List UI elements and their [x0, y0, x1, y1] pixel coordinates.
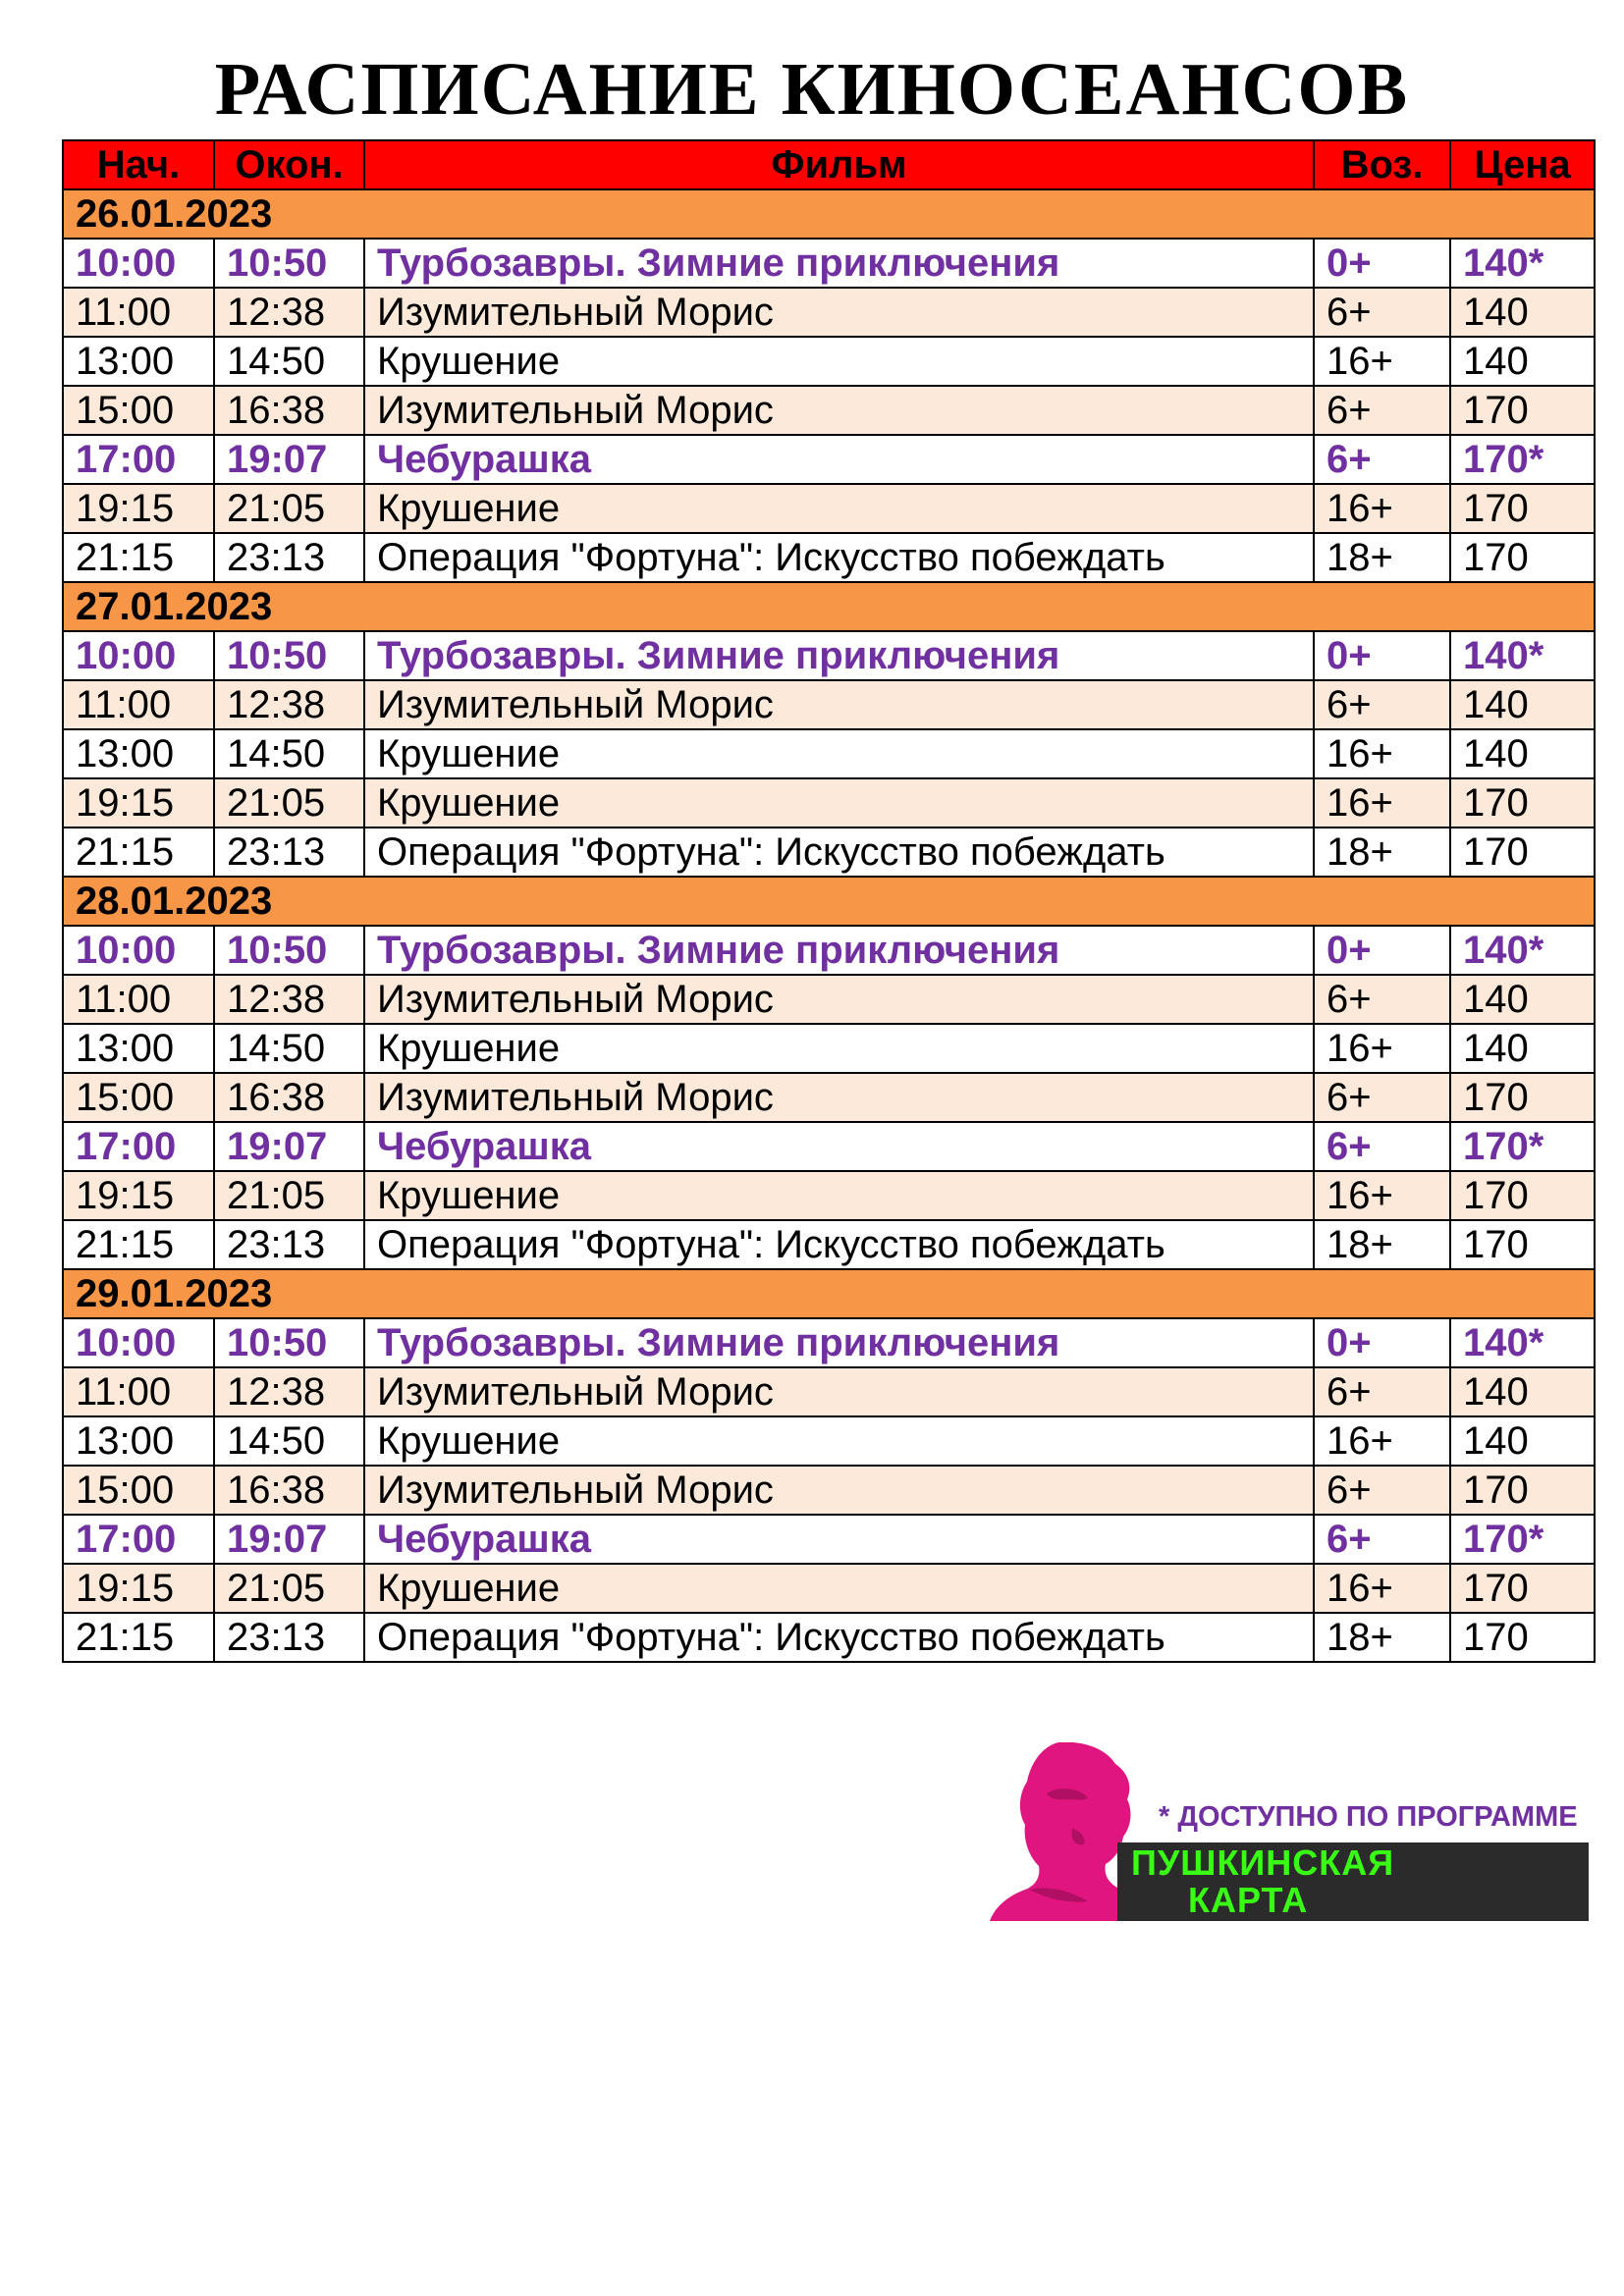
session-start: 10:00: [63, 239, 214, 288]
session-end: 14:50: [214, 1024, 364, 1073]
schedule-body: [63, 189, 1595, 1662]
session-film: Крушение: [364, 778, 1314, 828]
date-row: [63, 877, 1595, 926]
session-age: 18+: [1314, 828, 1450, 877]
session-row: [63, 1171, 1595, 1220]
session-age: 6+: [1314, 1515, 1450, 1564]
session-price: 170: [1450, 386, 1595, 435]
session-end: 21:05: [214, 1171, 364, 1220]
page-title: РАСПИСАНИЕ КИНОСЕАНСОВ: [214, 48, 1410, 131]
session-film: Изумительный Морис: [364, 288, 1314, 337]
session-end: 12:38: [214, 288, 364, 337]
session-end: 16:38: [214, 1073, 364, 1122]
session-price: 170: [1450, 1220, 1595, 1269]
session-end: 12:38: [214, 1367, 364, 1416]
session-row: [63, 337, 1595, 386]
session-start: 15:00: [63, 1466, 214, 1515]
session-price: 140: [1450, 337, 1595, 386]
session-end: 10:50: [214, 926, 364, 975]
session-end: 10:50: [214, 239, 364, 288]
date-label: 27.01.2023: [63, 582, 1595, 631]
session-start: 13:00: [63, 1024, 214, 1073]
session-start: 17:00: [63, 1515, 214, 1564]
session-start: 13:00: [63, 1416, 214, 1466]
session-end: 10:50: [214, 631, 364, 680]
session-age: 6+: [1314, 386, 1450, 435]
session-price: 170: [1450, 1564, 1595, 1613]
session-end: 16:38: [214, 1466, 364, 1515]
session-price: 140: [1450, 1367, 1595, 1416]
session-end: 12:38: [214, 680, 364, 729]
session-row: [63, 1024, 1595, 1073]
session-row: [63, 729, 1595, 778]
session-start: 10:00: [63, 1318, 214, 1367]
session-film: Турбозавры. Зимние приключения: [364, 239, 1314, 288]
session-film: Крушение: [364, 337, 1314, 386]
session-film: Изумительный Морис: [364, 386, 1314, 435]
session-price: 170*: [1450, 435, 1595, 484]
session-price: 170: [1450, 533, 1595, 582]
session-age: 16+: [1314, 1416, 1450, 1466]
session-film: Операция "Фортуна": Искусство побеждать: [364, 1220, 1314, 1269]
date-label: 29.01.2023: [63, 1269, 1595, 1318]
session-age: 18+: [1314, 1220, 1450, 1269]
session-age: 6+: [1314, 975, 1450, 1024]
session-film: Крушение: [364, 729, 1314, 778]
session-row: [63, 1466, 1595, 1515]
session-row: [63, 1318, 1595, 1367]
session-price: 140*: [1450, 1318, 1595, 1367]
session-end: 14:50: [214, 1416, 364, 1466]
session-film: Операция "Фортуна": Искусство побеждать: [364, 828, 1314, 877]
session-age: 16+: [1314, 729, 1450, 778]
session-age: 16+: [1314, 1564, 1450, 1613]
session-start: 21:15: [63, 1220, 214, 1269]
date-row: [63, 189, 1595, 239]
session-end: 14:50: [214, 729, 364, 778]
pushkin-card-badge: [1117, 1842, 1589, 1921]
session-row: [63, 1073, 1595, 1122]
session-age: 0+: [1314, 631, 1450, 680]
session-film: Крушение: [364, 1171, 1314, 1220]
session-film: Изумительный Морис: [364, 680, 1314, 729]
session-film: Изумительный Морис: [364, 1367, 1314, 1416]
session-start: 17:00: [63, 1122, 214, 1171]
session-age: 6+: [1314, 680, 1450, 729]
session-age: 0+: [1314, 926, 1450, 975]
session-film: Операция "Фортуна": Искусство побеждать: [364, 533, 1314, 582]
pushkin-card-badge-line1: ПУШКИНСКАЯ: [1131, 1842, 1395, 1883]
session-film: Изумительный Морис: [364, 1466, 1314, 1515]
session-row: [63, 631, 1595, 680]
session-start: 15:00: [63, 386, 214, 435]
session-film: Турбозавры. Зимние приключения: [364, 926, 1314, 975]
session-price: 170*: [1450, 1515, 1595, 1564]
session-row: [63, 1564, 1595, 1613]
session-end: 10:50: [214, 1318, 364, 1367]
session-end: 21:05: [214, 1564, 364, 1613]
date-label: 26.01.2023: [63, 189, 1595, 239]
session-start: 10:00: [63, 631, 214, 680]
session-end: 19:07: [214, 1515, 364, 1564]
session-film: Турбозавры. Зимние приключения: [364, 1318, 1314, 1367]
session-start: 19:15: [63, 778, 214, 828]
session-row: [63, 533, 1595, 582]
header-end: Окон.: [214, 140, 364, 189]
session-start: 21:15: [63, 533, 214, 582]
session-age: 6+: [1314, 1367, 1450, 1416]
session-age: 16+: [1314, 1024, 1450, 1073]
session-age: 6+: [1314, 1466, 1450, 1515]
session-row: [63, 1613, 1595, 1662]
date-label: 28.01.2023: [63, 877, 1595, 926]
promo-note: * ДОСТУПНО ПО ПРОГРАММЕ: [1159, 1801, 1578, 1833]
session-film: Крушение: [364, 484, 1314, 533]
session-end: 23:13: [214, 1220, 364, 1269]
session-price: 140*: [1450, 926, 1595, 975]
session-price: 170*: [1450, 1122, 1595, 1171]
session-price: 140: [1450, 680, 1595, 729]
date-row: [63, 1269, 1595, 1318]
session-row: [63, 288, 1595, 337]
session-end: 21:05: [214, 778, 364, 828]
session-film: Крушение: [364, 1564, 1314, 1613]
session-row: [63, 1515, 1595, 1564]
session-start: 11:00: [63, 975, 214, 1024]
session-end: 19:07: [214, 435, 364, 484]
session-row: [63, 435, 1595, 484]
session-film: Изумительный Морис: [364, 975, 1314, 1024]
session-row: [63, 1416, 1595, 1466]
session-age: 6+: [1314, 1073, 1450, 1122]
session-price: 170: [1450, 1613, 1595, 1662]
session-end: 23:13: [214, 828, 364, 877]
session-row: [63, 1220, 1595, 1269]
session-row: [63, 386, 1595, 435]
session-start: 13:00: [63, 729, 214, 778]
session-price: 170: [1450, 484, 1595, 533]
session-row: [63, 680, 1595, 729]
session-end: 23:13: [214, 1613, 364, 1662]
session-age: 18+: [1314, 1613, 1450, 1662]
session-end: 14:50: [214, 337, 364, 386]
header-age: Воз.: [1314, 140, 1450, 189]
date-row: [63, 582, 1595, 631]
session-film: Операция "Фортуна": Искусство побеждать: [364, 1613, 1314, 1662]
session-price: 140: [1450, 975, 1595, 1024]
session-price: 140*: [1450, 239, 1595, 288]
session-age: 16+: [1314, 337, 1450, 386]
session-start: 11:00: [63, 680, 214, 729]
session-start: 21:15: [63, 1613, 214, 1662]
header-start: Нач.: [63, 140, 214, 189]
session-price: 170: [1450, 828, 1595, 877]
session-start: 10:00: [63, 926, 214, 975]
session-film: Чебурашка: [364, 435, 1314, 484]
session-end: 16:38: [214, 386, 364, 435]
session-row: [63, 828, 1595, 877]
session-film: Чебурашка: [364, 1515, 1314, 1564]
session-age: 6+: [1314, 288, 1450, 337]
schedule-table: [62, 139, 1596, 1663]
header-price: Цена: [1450, 140, 1595, 189]
session-age: 6+: [1314, 435, 1450, 484]
session-start: 19:15: [63, 484, 214, 533]
session-price: 140*: [1450, 631, 1595, 680]
session-row: [63, 975, 1595, 1024]
session-row: [63, 1367, 1595, 1416]
session-row: [63, 1122, 1595, 1171]
session-price: 140: [1450, 288, 1595, 337]
session-film: Крушение: [364, 1416, 1314, 1466]
session-age: 16+: [1314, 778, 1450, 828]
session-start: 11:00: [63, 1367, 214, 1416]
session-end: 21:05: [214, 484, 364, 533]
session-price: 170: [1450, 1171, 1595, 1220]
session-row: [63, 926, 1595, 975]
session-price: 170: [1450, 1073, 1595, 1122]
table-header-row: [63, 140, 1595, 189]
session-row: [63, 239, 1595, 288]
session-price: 140: [1450, 1024, 1595, 1073]
session-row: [63, 484, 1595, 533]
session-end: 19:07: [214, 1122, 364, 1171]
session-age: 0+: [1314, 1318, 1450, 1367]
session-age: 18+: [1314, 533, 1450, 582]
session-start: 13:00: [63, 337, 214, 386]
session-age: 0+: [1314, 239, 1450, 288]
session-price: 140: [1450, 729, 1595, 778]
session-price: 170: [1450, 1466, 1595, 1515]
session-price: 140: [1450, 1416, 1595, 1466]
session-start: 19:15: [63, 1171, 214, 1220]
session-film: Изумительный Морис: [364, 1073, 1314, 1122]
session-age: 6+: [1314, 1122, 1450, 1171]
session-film: Крушение: [364, 1024, 1314, 1073]
session-end: 12:38: [214, 975, 364, 1024]
session-end: 23:13: [214, 533, 364, 582]
session-start: 17:00: [63, 435, 214, 484]
session-film: Турбозавры. Зимние приключения: [364, 631, 1314, 680]
session-price: 170: [1450, 778, 1595, 828]
session-start: 15:00: [63, 1073, 214, 1122]
session-row: [63, 778, 1595, 828]
session-age: 16+: [1314, 484, 1450, 533]
session-start: 21:15: [63, 828, 214, 877]
session-age: 16+: [1314, 1171, 1450, 1220]
session-start: 11:00: [63, 288, 214, 337]
pushkin-card-promo: [990, 1742, 1598, 1921]
header-film: Фильм: [364, 140, 1314, 189]
session-film: Чебурашка: [364, 1122, 1314, 1171]
session-start: 19:15: [63, 1564, 214, 1613]
pushkin-card-badge-line2: КАРТА: [1188, 1880, 1309, 1920]
